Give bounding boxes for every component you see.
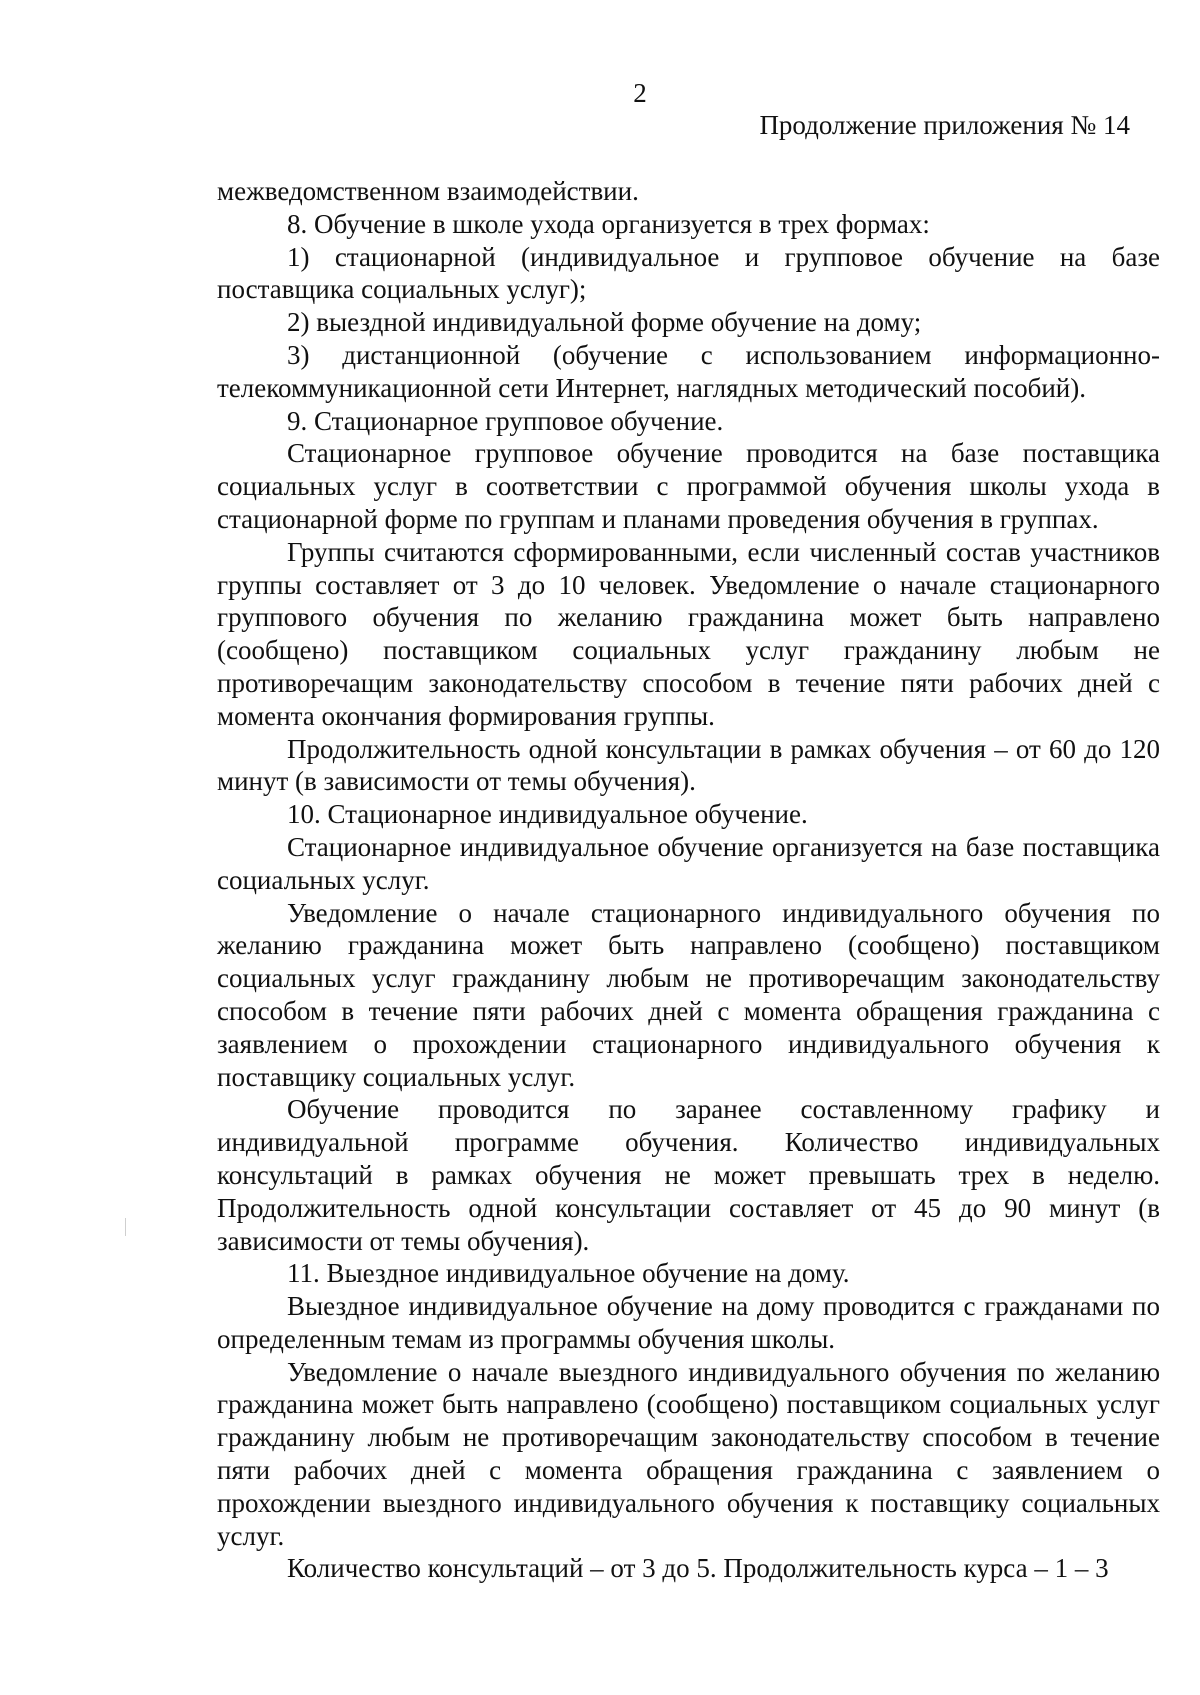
appendix-continuation-note: Продолжение приложения № 14 xyxy=(759,110,1130,140)
paragraph: Стационарное индивидуальное обучение организуется на базе поставщика социальных услуг. xyxy=(217,831,1160,895)
paragraph: 3) дистанционной (обучение с использованием информационно-телекоммуникационной сети Интернет, наглядных методический пособий). xyxy=(217,339,1160,403)
paragraph: 1) стационарной (индивидуальное и групповое обучение на базе поставщика социальных услуг); xyxy=(217,241,1160,305)
page-number: 2 xyxy=(633,78,647,108)
section-heading: 10. Стационарное индивидуальное обучение. xyxy=(287,799,808,830)
section-heading: 9. Стационарное групповое обучение. xyxy=(287,405,724,436)
paragraph: 8. Обучение в школе ухода организуется в трех формах: xyxy=(287,208,930,239)
paragraph: Количество консультаций – от 3 до 5. Продолжительность курса – 1 – 3 xyxy=(287,1553,1109,1584)
paragraph: Выездное индивидуальное обучение на дому проводится с гражданами по определенным темам из программы обучения школы. xyxy=(217,1291,1160,1354)
paragraph: Продолжительность одной консультации в рамках обучения – от 60 до 120 минут (в зависимости от темы обучения). xyxy=(217,733,1160,797)
paragraph: Группы считаются сформированными, если численный состав участников группы составляет от 3 до 10 человек. Уведомление о начале стационарного группового обучения по желанию гражданина может быть направлено (сообщено) поставщиком социальных услуг гражданину любым не противоречащим законодательству способом в течение пяти рабочих дней с момента окончания формирования группы. xyxy=(217,536,1160,731)
document-body xyxy=(217,175,1160,1585)
paragraph: Стационарное групповое обучение проводится на базе поставщика социальных услуг в соответствии с программой обучения школы ухода в стационарной форме по группам и планами проведения обучения в группах. xyxy=(217,438,1160,534)
paragraph: Уведомление о начале стационарного индивидуального обучения по желанию гражданина может быть направлено (сообщено) поставщиком социальных услуг гражданину любым не противоречащим законодательству способом в течение пяти рабочих дней с момента обращения гражданина с заявлением о прохождении стационарного индивидуального обучения к поставщику социальных услуг. xyxy=(217,897,1160,1092)
section-heading: 11. Выездное индивидуальное обучение на дому. xyxy=(287,1258,850,1289)
scan-margin-mark xyxy=(125,1218,126,1236)
paragraph: 2) выездной индивидуальной форме обучение на дому; xyxy=(287,307,922,338)
paragraph: межведомственном взаимодействии. xyxy=(217,176,639,206)
paragraph: Обучение проводится по заранее составленному графику и индивидуальной программе обучения. Количество индивидуальных консультаций в рамках обучения не может превышать трех в неделю. Продолжительность одной консультации составляет от 45 до 90 минут (в зависимости от темы обучения). xyxy=(217,1094,1160,1256)
paragraph: Уведомление о начале выездного индивидуального обучения по желанию гражданина может быть направлено (сообщено) поставщиком социальных услуг гражданину любым не противоречащим законодательству способом в течение пяти рабочих дней с момента обращения гражданина с заявлением о прохождении выездного индивидуального обучения к поставщику социальных услуг. xyxy=(217,1356,1160,1551)
